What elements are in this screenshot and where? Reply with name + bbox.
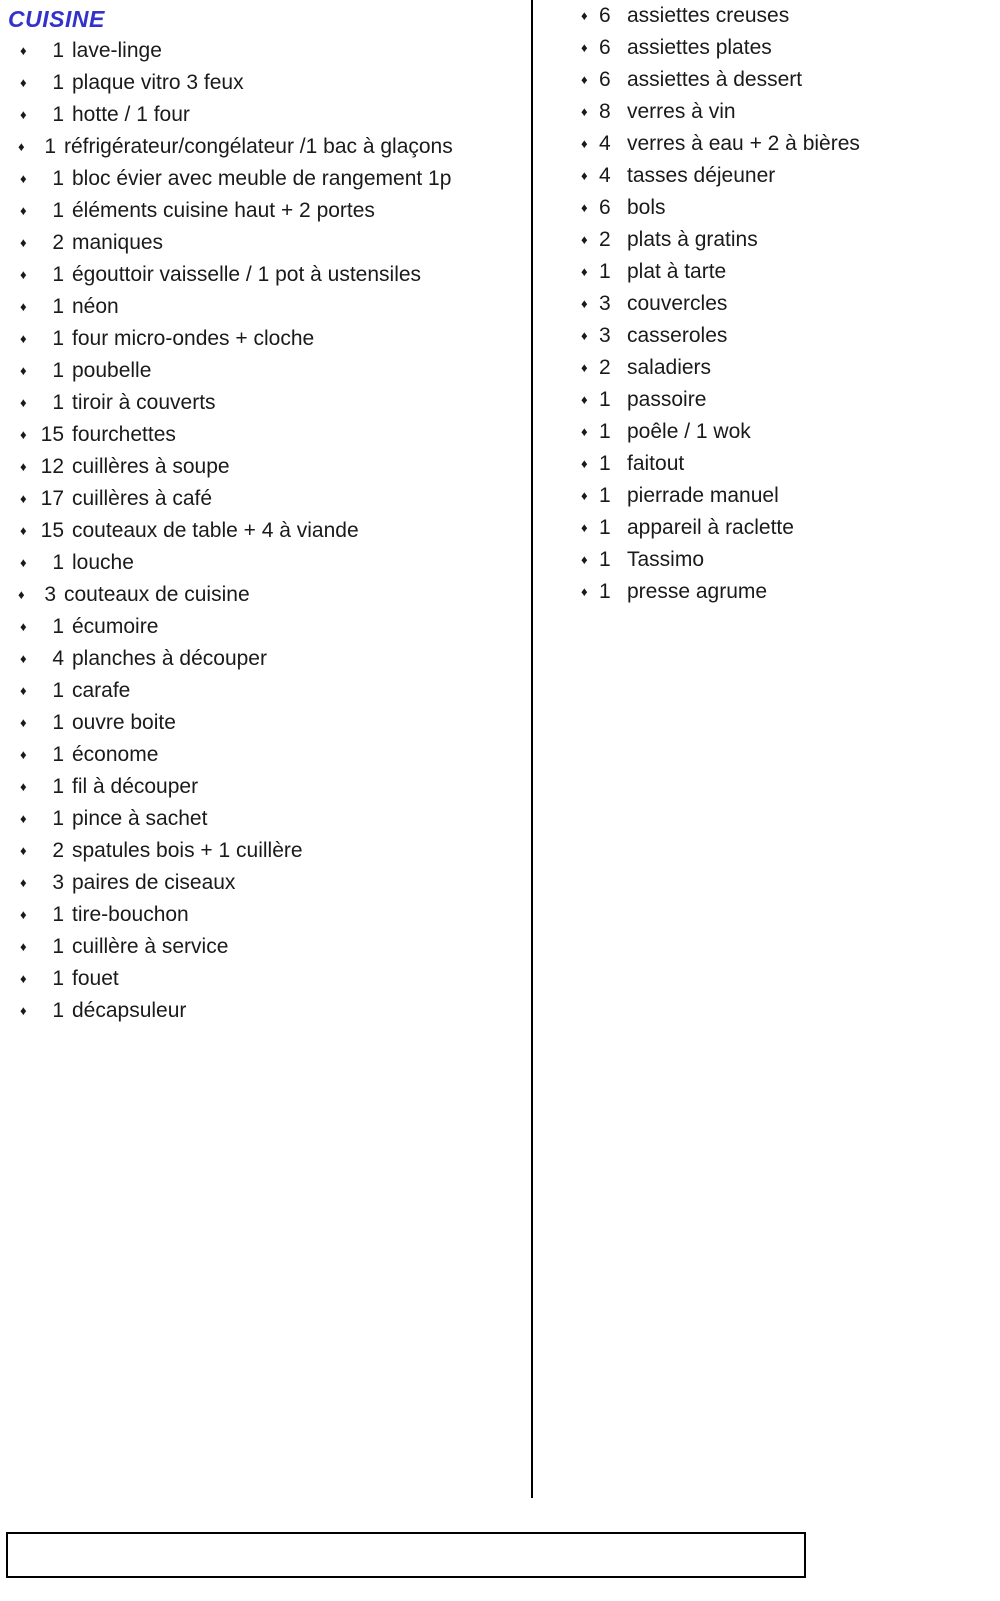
list-item bbox=[533, 160, 1000, 192]
item-quantity: 3 bbox=[599, 324, 611, 347]
item-label: appareil à raclette bbox=[627, 516, 794, 539]
bullet-icon: ♦ bbox=[20, 619, 27, 634]
list-item bbox=[533, 64, 1000, 96]
item-quantity: 1 bbox=[52, 71, 64, 94]
item-label: bols bbox=[627, 196, 666, 219]
item-label: casseroles bbox=[627, 324, 728, 347]
item-quantity: 8 bbox=[599, 100, 611, 123]
kitchen-items-list-right bbox=[533, 0, 1000, 608]
bullet-icon: ♦ bbox=[20, 651, 27, 666]
item-quantity: 1 bbox=[52, 903, 64, 926]
list-item bbox=[533, 480, 1000, 512]
bullet-icon: ♦ bbox=[20, 555, 27, 570]
item-label: éléments cuisine haut + 2 portes bbox=[72, 199, 375, 222]
item-quantity: 1 bbox=[52, 711, 64, 734]
bullet-icon: ♦ bbox=[20, 811, 27, 826]
bullet-icon: ♦ bbox=[581, 424, 588, 439]
item-quantity: 3 bbox=[599, 292, 611, 315]
list-item bbox=[0, 451, 531, 483]
item-quantity: 1 bbox=[52, 39, 64, 62]
bullet-icon: ♦ bbox=[581, 232, 588, 247]
item-quantity: 1 bbox=[599, 452, 611, 475]
item-label: passoire bbox=[627, 388, 707, 411]
bullet-icon: ♦ bbox=[20, 683, 27, 698]
item-quantity: 1 bbox=[52, 167, 64, 190]
item-quantity: 1 bbox=[599, 388, 611, 411]
item-quantity: 17 bbox=[40, 487, 64, 510]
bullet-icon: ♦ bbox=[581, 392, 588, 407]
list-item bbox=[533, 192, 1000, 224]
kitchen-items-list-left bbox=[0, 35, 531, 1027]
bullet-icon: ♦ bbox=[20, 299, 27, 314]
item-label: presse agrume bbox=[627, 580, 768, 603]
bullet-icon: ♦ bbox=[581, 264, 588, 279]
list-item bbox=[533, 416, 1000, 448]
bullet-icon: ♦ bbox=[20, 427, 27, 442]
item-quantity: 1 bbox=[52, 615, 64, 638]
item-quantity: 6 bbox=[599, 4, 611, 27]
item-label: saladiers bbox=[627, 356, 712, 379]
item-label: Tassimo bbox=[627, 548, 705, 571]
item-label: paires de ciseaux bbox=[72, 871, 236, 894]
bullet-icon: ♦ bbox=[20, 907, 27, 922]
item-label: plat à tarte bbox=[627, 260, 727, 283]
item-quantity: 6 bbox=[599, 196, 611, 219]
item-quantity: 6 bbox=[599, 68, 611, 91]
item-label: plaque vitro 3 feux bbox=[72, 71, 244, 94]
item-quantity: 1 bbox=[52, 935, 64, 958]
list-item bbox=[0, 515, 531, 547]
item-label: fourchettes bbox=[72, 423, 176, 446]
bullet-icon: ♦ bbox=[20, 43, 27, 58]
list-item bbox=[0, 899, 531, 931]
list-item bbox=[533, 224, 1000, 256]
item-quantity: 4 bbox=[599, 164, 611, 187]
item-quantity: 1 bbox=[52, 327, 64, 350]
item-label: lave-linge bbox=[72, 39, 162, 62]
bullet-icon: ♦ bbox=[581, 328, 588, 343]
list-item bbox=[0, 643, 531, 675]
list-item bbox=[0, 707, 531, 739]
item-label: faitout bbox=[627, 452, 685, 475]
list-item bbox=[0, 259, 531, 291]
list-item bbox=[0, 579, 531, 611]
item-label: poêle / 1 wok bbox=[627, 420, 751, 443]
item-quantity: 1 bbox=[599, 516, 611, 539]
item-label: plats à gratins bbox=[627, 228, 758, 251]
bullet-icon: ♦ bbox=[20, 395, 27, 410]
item-label: cuillères à soupe bbox=[72, 455, 230, 478]
item-quantity: 3 bbox=[52, 871, 64, 894]
table-cell-right bbox=[533, 0, 1000, 1498]
item-quantity: 1 bbox=[599, 548, 611, 571]
bullet-icon: ♦ bbox=[20, 779, 27, 794]
list-item bbox=[0, 867, 531, 899]
list-item bbox=[0, 995, 531, 1027]
bullet-icon: ♦ bbox=[581, 488, 588, 503]
page-title: CUISINE bbox=[8, 6, 105, 32]
item-quantity: 1 bbox=[52, 295, 64, 318]
item-quantity: 2 bbox=[599, 228, 611, 251]
item-quantity: 4 bbox=[52, 647, 64, 670]
bullet-icon: ♦ bbox=[581, 136, 588, 151]
item-quantity: 15 bbox=[40, 519, 64, 542]
list-item bbox=[0, 323, 531, 355]
item-label: couteaux de table + 4 à viande bbox=[72, 519, 359, 542]
list-item bbox=[0, 227, 531, 259]
item-quantity: 1 bbox=[599, 420, 611, 443]
item-quantity: 1 bbox=[52, 679, 64, 702]
bullet-icon: ♦ bbox=[581, 584, 588, 599]
bullet-icon: ♦ bbox=[581, 296, 588, 311]
list-item bbox=[533, 512, 1000, 544]
list-item bbox=[0, 387, 531, 419]
item-label: pierrade manuel bbox=[627, 484, 779, 507]
list-item bbox=[533, 320, 1000, 352]
bullet-icon: ♦ bbox=[581, 72, 588, 87]
bullet-icon: ♦ bbox=[20, 267, 27, 282]
item-quantity: 1 bbox=[52, 103, 64, 126]
item-label: fil à découper bbox=[72, 775, 199, 798]
item-label: ouvre boite bbox=[72, 711, 176, 734]
item-label: poubelle bbox=[72, 359, 152, 382]
list-item bbox=[0, 35, 531, 67]
item-quantity: 1 bbox=[52, 263, 64, 286]
item-label: écumoire bbox=[72, 615, 159, 638]
item-quantity: 1 bbox=[52, 743, 64, 766]
item-label: tire-bouchon bbox=[72, 903, 189, 926]
item-quantity: 4 bbox=[599, 132, 611, 155]
bullet-icon: ♦ bbox=[20, 715, 27, 730]
item-quantity: 1 bbox=[52, 999, 64, 1022]
item-label: pince à sachet bbox=[72, 807, 208, 830]
list-item bbox=[533, 448, 1000, 480]
bullet-icon: ♦ bbox=[20, 235, 27, 250]
list-item bbox=[0, 195, 531, 227]
item-label: couteaux de cuisine bbox=[64, 583, 250, 606]
item-quantity: 1 bbox=[599, 260, 611, 283]
item-label: décapsuleur bbox=[72, 999, 187, 1022]
bullet-icon: ♦ bbox=[18, 139, 25, 154]
bullet-icon: ♦ bbox=[20, 747, 27, 762]
list-item bbox=[0, 771, 531, 803]
list-item bbox=[0, 931, 531, 963]
list-item bbox=[0, 131, 531, 163]
item-label: égouttoir vaisselle / 1 pot à ustensiles bbox=[72, 263, 422, 286]
bullet-icon: ♦ bbox=[20, 843, 27, 858]
bullet-icon: ♦ bbox=[20, 939, 27, 954]
item-label: réfrigérateur/congélateur /1 bac à glaçons bbox=[64, 135, 453, 158]
item-label: cuillère à service bbox=[72, 935, 229, 958]
bullet-icon: ♦ bbox=[20, 1003, 27, 1018]
list-item bbox=[533, 128, 1000, 160]
item-label: fouet bbox=[72, 967, 119, 990]
list-item bbox=[0, 547, 531, 579]
list-item bbox=[533, 288, 1000, 320]
item-quantity: 12 bbox=[40, 455, 64, 478]
item-quantity: 2 bbox=[52, 231, 64, 254]
item-quantity: 1 bbox=[52, 391, 64, 414]
item-label: hotte / 1 four bbox=[72, 103, 190, 126]
list-item bbox=[533, 544, 1000, 576]
item-quantity: 1 bbox=[52, 967, 64, 990]
item-label: assiettes à dessert bbox=[627, 68, 803, 91]
list-item bbox=[0, 355, 531, 387]
bullet-icon: ♦ bbox=[20, 75, 27, 90]
table-cell-left bbox=[0, 0, 533, 1498]
item-label: tiroir à couverts bbox=[72, 391, 216, 414]
list-item bbox=[533, 576, 1000, 608]
item-label: tasses déjeuner bbox=[627, 164, 776, 187]
item-label: économe bbox=[72, 743, 159, 766]
item-label: louche bbox=[72, 551, 134, 574]
list-item bbox=[533, 0, 1000, 32]
list-item bbox=[533, 352, 1000, 384]
item-label: bloc évier avec meuble de rangement 1p bbox=[72, 167, 452, 190]
list-item bbox=[0, 419, 531, 451]
bullet-icon: ♦ bbox=[581, 552, 588, 567]
item-quantity: 6 bbox=[599, 36, 611, 59]
list-item bbox=[0, 67, 531, 99]
list-item bbox=[0, 675, 531, 707]
list-item bbox=[0, 611, 531, 643]
bullet-icon: ♦ bbox=[18, 587, 25, 602]
bullet-icon: ♦ bbox=[20, 491, 27, 506]
item-quantity: 1 bbox=[44, 135, 56, 158]
bullet-icon: ♦ bbox=[20, 875, 27, 890]
item-label: assiettes creuses bbox=[627, 4, 790, 27]
list-item bbox=[533, 384, 1000, 416]
bullet-icon: ♦ bbox=[20, 363, 27, 378]
list-item bbox=[0, 163, 531, 195]
list-item bbox=[0, 835, 531, 867]
item-quantity: 1 bbox=[599, 484, 611, 507]
item-quantity: 2 bbox=[599, 356, 611, 379]
item-label: four micro-ondes + cloche bbox=[72, 327, 315, 350]
list-item bbox=[0, 483, 531, 515]
item-quantity: 1 bbox=[52, 551, 64, 574]
list-item bbox=[533, 256, 1000, 288]
bullet-icon: ♦ bbox=[20, 459, 27, 474]
bullet-icon: ♦ bbox=[581, 200, 588, 215]
bullet-icon: ♦ bbox=[20, 971, 27, 986]
item-quantity: 1 bbox=[52, 807, 64, 830]
item-label: verres à eau + 2 à bières bbox=[627, 132, 860, 155]
item-label: planches à découper bbox=[72, 647, 267, 670]
item-quantity: 1 bbox=[52, 775, 64, 798]
bullet-icon: ♦ bbox=[581, 168, 588, 183]
bullet-icon: ♦ bbox=[20, 171, 27, 186]
notes-box[interactable] bbox=[6, 1532, 806, 1578]
item-label: cuillères à café bbox=[72, 487, 213, 510]
bullet-icon: ♦ bbox=[581, 8, 588, 23]
item-quantity: 1 bbox=[599, 580, 611, 603]
item-label: verres à vin bbox=[627, 100, 736, 123]
bullet-icon: ♦ bbox=[20, 331, 27, 346]
list-item bbox=[533, 32, 1000, 64]
item-quantity: 3 bbox=[44, 583, 56, 606]
list-item bbox=[0, 803, 531, 835]
list-item bbox=[0, 963, 531, 995]
bullet-icon: ♦ bbox=[581, 456, 588, 471]
item-label: spatules bois + 1 cuillère bbox=[72, 839, 303, 862]
bullet-icon: ♦ bbox=[20, 523, 27, 538]
bullet-icon: ♦ bbox=[20, 107, 27, 122]
item-quantity: 1 bbox=[52, 359, 64, 382]
item-label: maniques bbox=[72, 231, 164, 254]
bullet-icon: ♦ bbox=[581, 104, 588, 119]
list-item bbox=[0, 99, 531, 131]
list-item bbox=[533, 96, 1000, 128]
list-item bbox=[0, 739, 531, 771]
item-quantity: 15 bbox=[40, 423, 64, 446]
bullet-icon: ♦ bbox=[581, 520, 588, 535]
bullet-icon: ♦ bbox=[581, 40, 588, 55]
bullet-icon: ♦ bbox=[20, 203, 27, 218]
item-label: couvercles bbox=[627, 292, 728, 315]
list-item bbox=[0, 291, 531, 323]
bullet-icon: ♦ bbox=[581, 360, 588, 375]
item-quantity: 1 bbox=[52, 199, 64, 222]
item-label: carafe bbox=[72, 679, 131, 702]
item-label: néon bbox=[72, 295, 119, 318]
item-quantity: 2 bbox=[52, 839, 64, 862]
item-label: assiettes plates bbox=[627, 36, 772, 59]
